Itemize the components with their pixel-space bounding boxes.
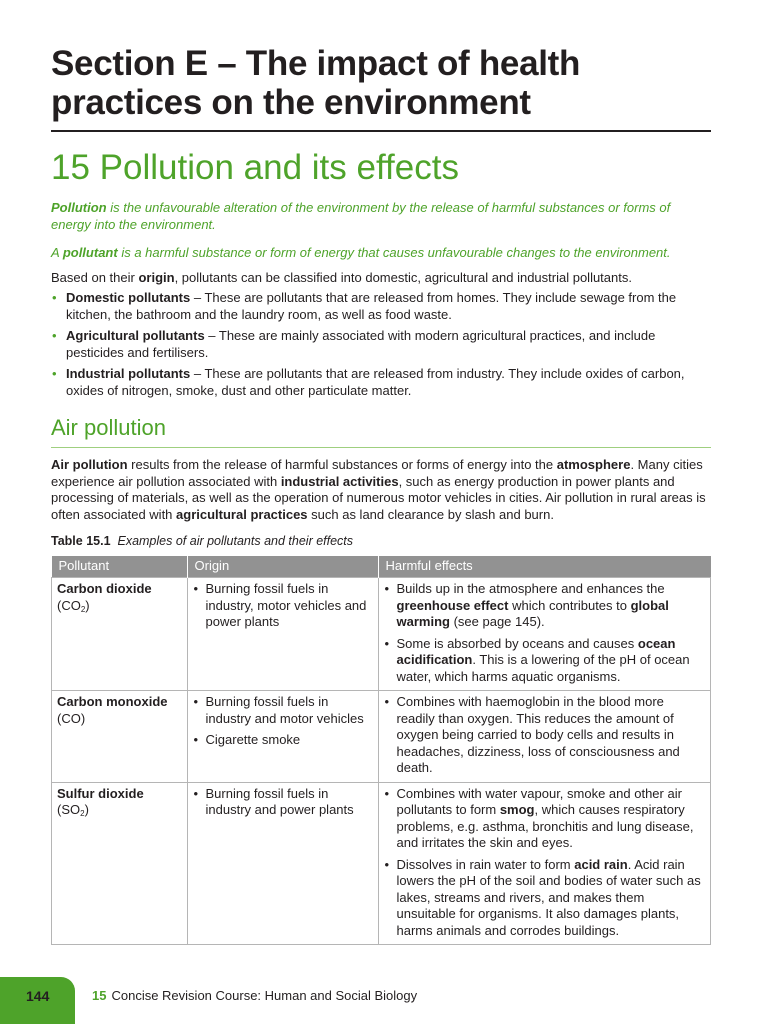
air-text: , such as energy production in power plants and processing of materials, as well as the operation of numerous motor vehicles in cities. Air pollution in rural areas is often associated with xyxy=(51,473,706,522)
air-text: . Many cities experience air pollution associated with xyxy=(51,457,703,489)
page-number-tab xyxy=(0,977,75,1024)
pollutant-type-term: Industrial pollutants xyxy=(66,366,191,381)
effect-text: , which causes respiratory problems, e.g. asthma, bronchitis and lung disease, and irritates the skin and eyes. xyxy=(396,802,694,850)
pollutant-formula xyxy=(57,711,85,726)
pollutant-cell xyxy=(52,782,188,945)
formula-subscript: 2 xyxy=(80,604,86,614)
definition-prefix: A xyxy=(51,245,63,260)
table-caption-label: Table 15.1 xyxy=(51,534,111,548)
pollutant-type-industrial xyxy=(51,366,711,399)
effect-text: (see page 145). xyxy=(449,614,545,629)
section-divider xyxy=(51,130,711,132)
effect-item xyxy=(384,786,706,852)
origin-intro-bold: origin xyxy=(138,269,175,285)
effect-text: . This is a lowering of the pH of ocean water, which harms aquatic organisms. xyxy=(396,652,690,684)
pollutant-type-domestic xyxy=(51,290,711,323)
footer xyxy=(92,988,417,1003)
pollutant-type-agricultural xyxy=(51,328,711,361)
air-text: results from the release of harmful substances or forms of energy into the xyxy=(127,457,557,472)
chapter-name: Pollution and its effects xyxy=(99,148,459,187)
formula-text: ) xyxy=(85,597,90,613)
origin-intro-before: Based on their xyxy=(51,269,139,285)
effects-cell xyxy=(378,578,711,691)
origin-list xyxy=(193,694,373,749)
origin-cell xyxy=(187,578,378,691)
pollutant-formula xyxy=(57,598,90,613)
effect-keyword: greenhouse effect xyxy=(396,597,509,613)
table-header-pollutant: Pollutant xyxy=(52,556,188,578)
origin-cell xyxy=(187,691,378,783)
pollutant-name: Carbon monoxide xyxy=(57,694,168,709)
pollutant-type-text: – These are pollutants that are released from homes. They include sewage from the kitchen, the bathroom and the laundry room, as well as food waste. xyxy=(66,290,677,322)
effect-item xyxy=(384,857,706,940)
origin-list xyxy=(193,786,373,819)
chapter-title xyxy=(51,148,711,188)
origin-item: • Burning fossil fuels in industry and power plants xyxy=(193,786,373,819)
effect-keyword: global warming xyxy=(396,597,669,629)
effect-item xyxy=(384,694,706,777)
origin-list xyxy=(193,581,373,631)
section-title: Section E – The impact of health practices on the environment xyxy=(51,44,581,122)
pollutant-name: Carbon dioxide xyxy=(57,581,152,596)
effect-keyword: smog xyxy=(499,802,535,817)
definition-term: pollutant xyxy=(62,245,118,260)
effect-text: which contributes to xyxy=(508,597,631,613)
definition-text: is the unfavourable alteration of the environment by the release of harmful substances or forms of energy into the environment. xyxy=(51,200,671,232)
footer-chapter-number: 15 xyxy=(92,988,107,1003)
origin-item: • Burning fossil fuels in industry and motor vehicles xyxy=(193,694,373,727)
effect-text: Some is absorbed by oceans and causes xyxy=(396,635,638,651)
air-pollution-divider xyxy=(51,447,711,448)
formula-text: (CO) xyxy=(57,710,86,726)
pollutant-cell xyxy=(52,578,188,691)
page-content xyxy=(51,44,711,945)
effect-item xyxy=(384,636,706,686)
effect-text: Combines with water vapour, smoke and other air pollutants to form xyxy=(396,785,682,817)
table-caption xyxy=(51,533,711,549)
pollutant-type-term: Agricultural pollutants xyxy=(66,328,205,343)
table-caption-text: Examples of air pollutants and their effects xyxy=(117,534,354,548)
air-text: such as land clearance by slash and burn. xyxy=(307,506,554,522)
table-header-origin: Origin xyxy=(187,556,378,578)
chapter-number: 15 xyxy=(51,148,90,187)
pollutant-type-list xyxy=(51,290,711,399)
air-term: industrial activities xyxy=(280,473,399,489)
pollutant-name: Sulfur dioxide xyxy=(57,785,144,801)
formula-subscript: 2 xyxy=(80,809,85,818)
definition-text: is a harmful substance or form of energy that causes unfavourable changes to the environment. xyxy=(117,245,671,260)
air-pollution-paragraph xyxy=(51,457,711,523)
formula-text: ) xyxy=(84,802,89,817)
table-row xyxy=(52,578,711,691)
origin-intro xyxy=(51,270,711,287)
table-body xyxy=(52,578,711,945)
effects-cell xyxy=(378,782,711,945)
formula-text: (SO xyxy=(57,802,81,817)
air-term: Air pollution xyxy=(51,457,128,472)
pollutant-type-term: Domestic pollutants xyxy=(66,290,191,305)
table-row xyxy=(52,691,711,783)
effect-text: Builds up in the atmosphere and enhances the xyxy=(396,581,665,596)
pollutant-type-text: – These are pollutants that are released from industry. They include oxides of carbon, oxides of nitrogen, smoke, dust and other particulate matter. xyxy=(66,366,685,398)
effect-item xyxy=(384,581,706,631)
effects-list xyxy=(384,786,706,940)
origin-item: • Burning fossil fuels in industry, motor vehicles and power plants xyxy=(193,581,373,631)
effect-keyword: ocean acidification xyxy=(396,635,676,667)
air-pollution-heading: Air pollution xyxy=(51,415,166,440)
origin-cell xyxy=(187,782,378,945)
effects-list xyxy=(384,581,706,685)
definition-term: Pollution xyxy=(51,200,107,215)
air-pollutants-table xyxy=(51,556,711,945)
pollutant-formula xyxy=(57,802,89,817)
table-header-effects: Harmful effects xyxy=(378,556,711,578)
formula-text: (CO xyxy=(57,597,81,613)
effect-text: Combines with haemoglobin in the blood more readily than oxygen. This reduces the amount of oxygen being carried to body cells and results in headaches, dizziness, loss of consciousness and death. xyxy=(396,694,680,775)
effect-keyword: acid rain xyxy=(574,856,628,872)
definition-pollutant xyxy=(51,245,711,262)
pollutant-type-text: – These are mainly associated with modern agricultural practices, and include pesticides and fertilisers. xyxy=(66,328,656,360)
definition-pollution xyxy=(51,200,711,233)
effect-text: Dissolves in rain water to form xyxy=(396,856,575,872)
effects-list xyxy=(384,694,706,777)
effects-cell xyxy=(378,691,711,783)
table-header-row xyxy=(52,556,711,578)
pollutant-cell xyxy=(52,691,188,783)
air-term: atmosphere xyxy=(556,457,631,472)
air-term: agricultural practices xyxy=(176,506,308,522)
effect-text: . Acid rain lowers the pH of the soil and bodies of water such as lakes, streams and rivers, and makes them unsuitable for organisms. It also damages plants, harms animals and corrodes buildings. xyxy=(396,856,701,938)
table-row xyxy=(52,782,711,945)
page-number: 144 xyxy=(26,988,50,1004)
footer-book-title: Concise Revision Course: Human and Social Biology xyxy=(111,988,418,1003)
origin-item: • Cigarette smoke xyxy=(193,732,373,749)
origin-intro-after: , pollutants can be classified into domestic, agricultural and industrial pollutants. xyxy=(174,269,632,285)
